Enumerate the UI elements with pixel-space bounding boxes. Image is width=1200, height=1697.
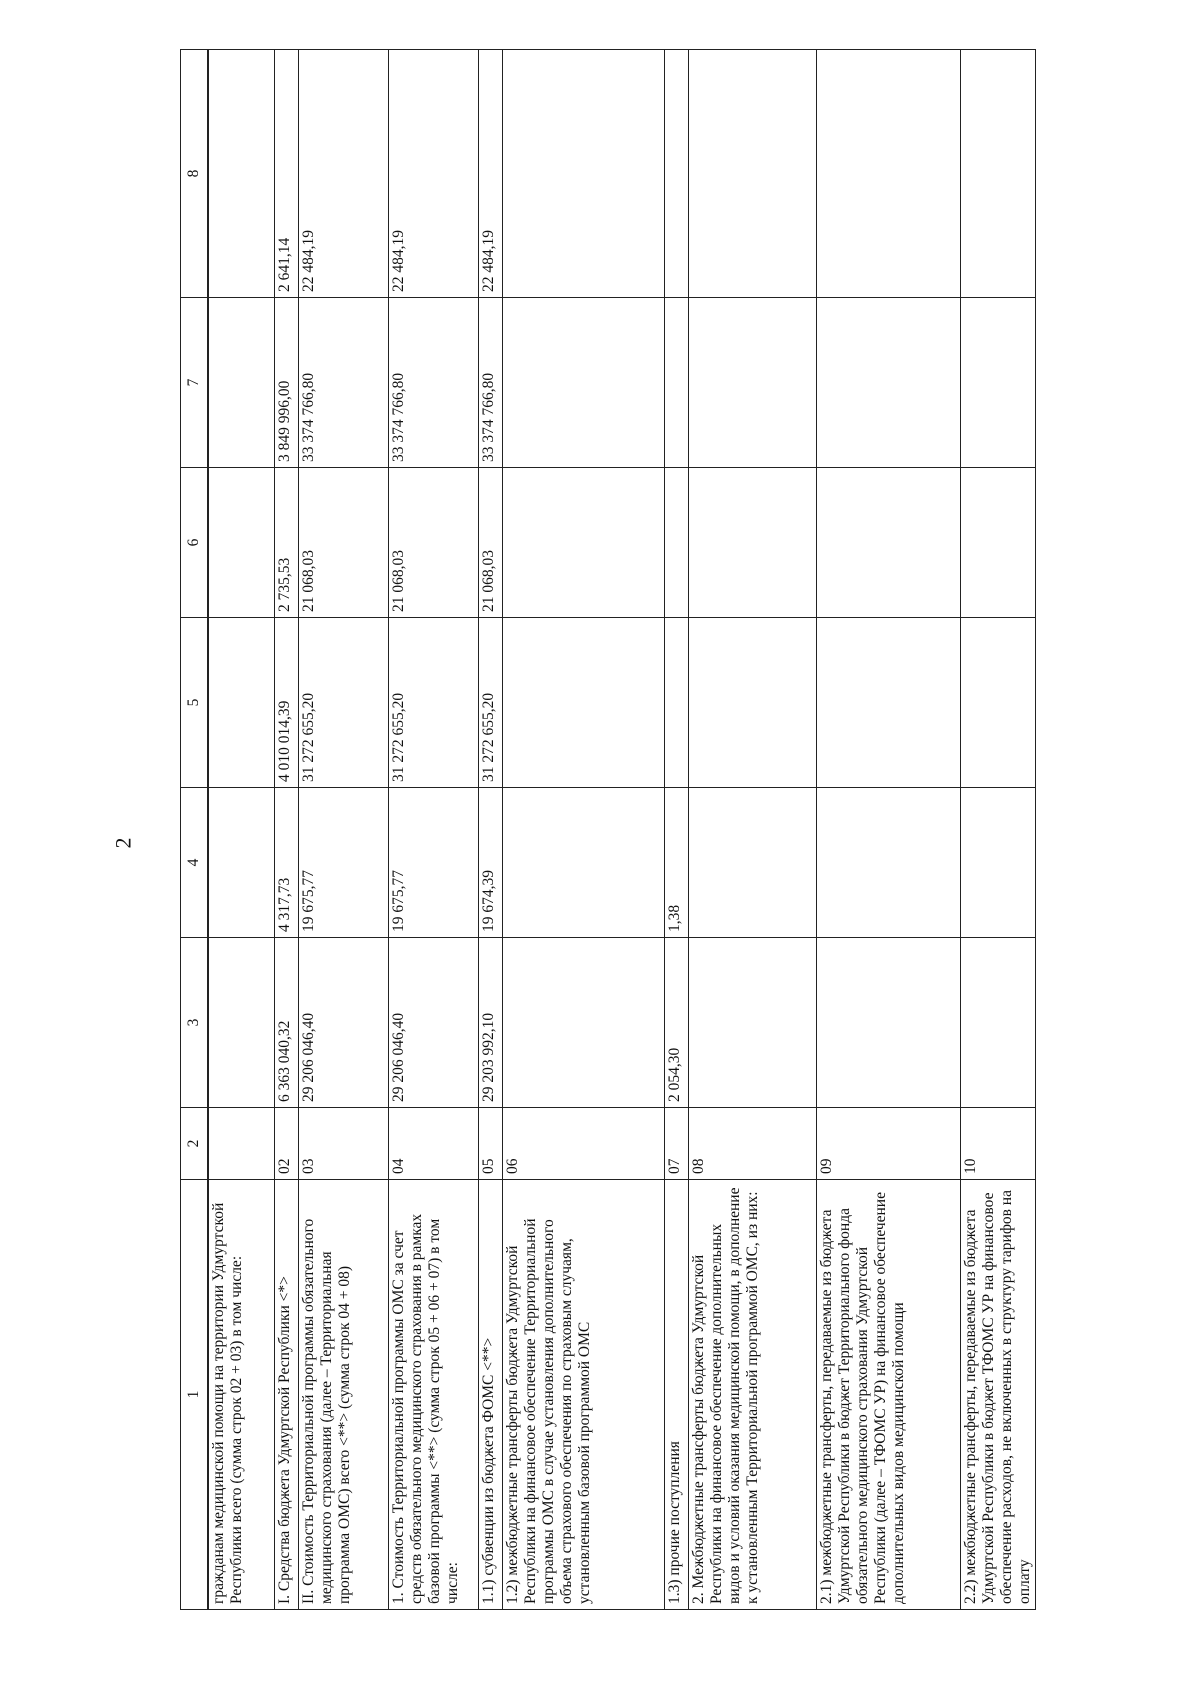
value-cell <box>688 50 816 298</box>
header-cell: 1 <box>181 1180 209 1610</box>
value-cell: 1,38 <box>664 788 688 938</box>
value-cell: 4 010 014,39 <box>274 618 298 788</box>
row-label-cell: II. Стоимость Территориальной программы обязательного медицинского страхования (далее – Территориальная программа ОМС) всего <**> (сумма строк 04 + 08) <box>298 1180 388 1610</box>
row-code-cell: 03 <box>298 1108 388 1180</box>
row-code-cell: 05 <box>478 1108 502 1180</box>
value-cell <box>688 298 816 468</box>
value-cell: 19 674,39 <box>478 788 502 938</box>
header-cell: 4 <box>181 788 209 938</box>
value-cell: 2 735,53 <box>274 468 298 618</box>
value-cell <box>688 468 816 618</box>
finance-table <box>180 49 1036 1610</box>
value-cell <box>664 618 688 788</box>
value-cell: 22 484,19 <box>388 50 478 298</box>
row-code-cell: 06 <box>502 1108 664 1180</box>
value-cell: 22 484,19 <box>478 50 502 298</box>
table-row <box>478 50 502 1610</box>
table-row <box>960 50 1035 1610</box>
value-cell <box>960 50 1035 298</box>
value-cell <box>688 618 816 788</box>
value-cell <box>502 938 664 1108</box>
table-row <box>816 50 960 1610</box>
value-cell <box>816 938 960 1108</box>
row-label-cell: 1.2) межбюджетные трансферты бюджета Удмуртской Республики на финансовое обеспечение Территориальной программы ОМС в случае установления дополнительного объема страхового обеспечения по страховым случаям, установленным базовой программой ОМС <box>502 1180 664 1610</box>
value-cell <box>502 618 664 788</box>
value-cell <box>502 788 664 938</box>
row-label-cell: 1.1) субвенции из бюджета ФОМС <**> <box>478 1180 502 1610</box>
value-cell <box>688 788 816 938</box>
row-label-cell: 2. Межбюджетные трансферты бюджета Удмуртской Республики на финансовое обеспечение дополнительных видов и условий оказания медицинской помощи, в дополнение к установленным Территориальной программой ОМС, из них: <box>688 1180 816 1610</box>
value-cell: 22 484,19 <box>298 50 388 298</box>
table-row <box>502 50 664 1610</box>
value-cell <box>502 468 664 618</box>
value-cell: 2 054,30 <box>664 938 688 1108</box>
table-row <box>208 50 274 1610</box>
value-cell <box>688 938 816 1108</box>
value-cell <box>664 50 688 298</box>
value-cell <box>960 298 1035 468</box>
row-code-cell: 02 <box>274 1108 298 1180</box>
value-cell: 21 068,03 <box>388 468 478 618</box>
row-label-cell: I. Средства бюджета Удмуртской Республики <*> <box>274 1180 298 1610</box>
table-row <box>298 50 388 1610</box>
value-cell <box>960 618 1035 788</box>
value-cell: 33 374 766,80 <box>388 298 478 468</box>
value-cell <box>816 468 960 618</box>
value-cell: 33 374 766,80 <box>478 298 502 468</box>
header-cell: 5 <box>181 618 209 788</box>
value-cell <box>208 938 274 1108</box>
row-label-cell: 1. Стоимость Территориальной программы ОМС за счет средств обязательного медицинского страхования в рамках базовой программы <**> (сумма строк 05 + 06 + 07) в том числе: <box>388 1180 478 1610</box>
table-header-row <box>181 50 209 1610</box>
row-code-cell: 07 <box>664 1108 688 1180</box>
table-row <box>688 50 816 1610</box>
value-cell <box>816 50 960 298</box>
row-label-cell: гражданам медицинской помощи на территории Удмуртской Республики всего (сумма строк 02 + 03) в том числе: <box>208 1180 274 1610</box>
value-cell: 19 675,77 <box>388 788 478 938</box>
table-row <box>274 50 298 1610</box>
row-label-cell: 2.1) межбюджетные трансферты, передаваемые из бюджета Удмуртской Республики в бюджет Территориального фонда обязательного медицинского страхования Удмуртской Республики (далее – ТФОМС УР) на финансовое обеспечение дополнительных видов медицинской помощи <box>816 1180 960 1610</box>
value-cell <box>664 468 688 618</box>
value-cell <box>502 50 664 298</box>
header-cell: 2 <box>181 1108 209 1180</box>
value-cell <box>208 50 274 298</box>
row-label-cell: 2.2) межбюджетные трансферты, передаваемые из бюджета Удмуртской Республики в бюджет ТФОМС УР на финансовое обеспечение расходов, не включенных в структуру тарифов на оплату <box>960 1180 1035 1610</box>
rotated-table-container <box>180 50 1033 1610</box>
value-cell: 21 068,03 <box>478 468 502 618</box>
value-cell: 31 272 655,20 <box>478 618 502 788</box>
value-cell: 19 675,77 <box>298 788 388 938</box>
header-cell: 7 <box>181 298 209 468</box>
value-cell <box>816 298 960 468</box>
header-cell: 3 <box>181 938 209 1108</box>
value-cell: 31 272 655,20 <box>388 618 478 788</box>
value-cell <box>816 788 960 938</box>
value-cell <box>208 788 274 938</box>
value-cell: 33 374 766,80 <box>298 298 388 468</box>
table-row <box>664 50 688 1610</box>
value-cell <box>960 788 1035 938</box>
value-cell: 29 206 046,40 <box>298 938 388 1108</box>
value-cell <box>664 298 688 468</box>
value-cell <box>816 618 960 788</box>
value-cell <box>208 618 274 788</box>
value-cell: 4 317,73 <box>274 788 298 938</box>
value-cell <box>208 298 274 468</box>
value-cell: 6 363 040,32 <box>274 938 298 1108</box>
header-cell: 8 <box>181 50 209 298</box>
row-code-cell: 08 <box>688 1108 816 1180</box>
value-cell: 29 206 046,40 <box>388 938 478 1108</box>
value-cell: 21 068,03 <box>298 468 388 618</box>
value-cell: 31 272 655,20 <box>298 618 388 788</box>
value-cell: 29 203 992,10 <box>478 938 502 1108</box>
value-cell: 3 849 996,00 <box>274 298 298 468</box>
row-code-cell <box>208 1108 274 1180</box>
row-label-cell: 1.3) прочие поступления <box>664 1180 688 1610</box>
row-code-cell: 04 <box>388 1108 478 1180</box>
row-code-cell: 09 <box>816 1108 960 1180</box>
row-code-cell: 10 <box>960 1108 1035 1180</box>
page-number: 2 <box>110 837 136 849</box>
value-cell <box>502 298 664 468</box>
value-cell: 2 641,14 <box>274 50 298 298</box>
value-cell <box>960 938 1035 1108</box>
value-cell <box>208 468 274 618</box>
table-row <box>388 50 478 1610</box>
value-cell <box>960 468 1035 618</box>
header-cell: 6 <box>181 468 209 618</box>
